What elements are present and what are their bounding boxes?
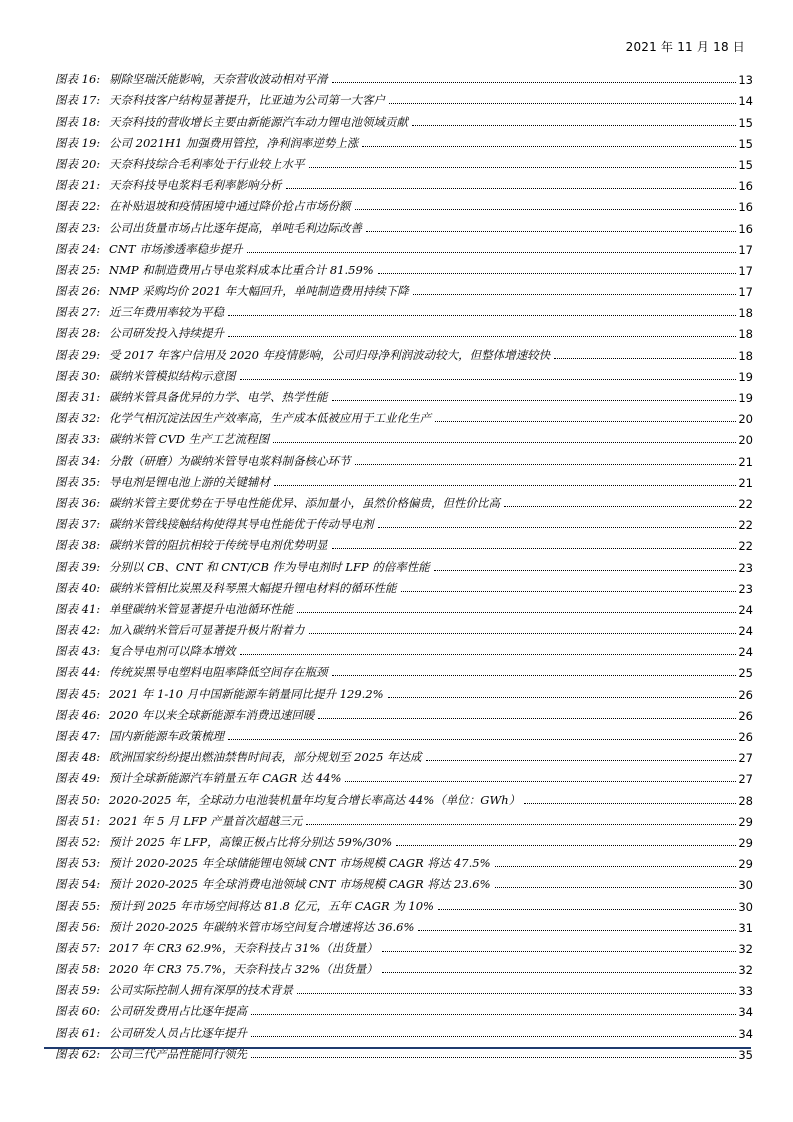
toc-entry[interactable] bbox=[55, 956, 753, 977]
toc-dot-leader bbox=[401, 591, 737, 592]
toc-entry-label: 图表 49: bbox=[55, 771, 101, 786]
toc-dot-leader bbox=[382, 951, 737, 952]
toc-entry-label: 图表 29: bbox=[55, 347, 101, 362]
toc-entry-label: 图表 57: bbox=[55, 940, 101, 955]
toc-entry-label: 图表 43: bbox=[55, 644, 101, 659]
toc-entry-label: 图表 25: bbox=[55, 262, 101, 277]
toc-entry-page: 15 bbox=[738, 115, 753, 130]
toc-entry-label: 图表 38: bbox=[55, 538, 101, 553]
toc-entry[interactable] bbox=[55, 236, 753, 257]
toc-dot-leader bbox=[274, 485, 736, 486]
toc-entry-label: 图表 62: bbox=[55, 1046, 101, 1061]
toc-dot-leader bbox=[332, 82, 737, 83]
toc-entry-page: 27 bbox=[738, 751, 753, 766]
toc-entry[interactable] bbox=[55, 659, 753, 680]
toc-entry-page: 20 bbox=[738, 412, 753, 427]
toc-entry-label: 图表 17: bbox=[55, 93, 101, 108]
toc-entry-page: 22 bbox=[738, 518, 753, 533]
toc-entry[interactable] bbox=[55, 786, 753, 807]
toc-entry-title: 2020 年 CR3 75.7%，天奈科技占 32%（出货量） bbox=[109, 962, 378, 977]
toc-entry-title: CNT 市场渗透率稳步提升 bbox=[109, 241, 243, 256]
toc-entry[interactable] bbox=[55, 617, 753, 638]
toc-entry-title: 预计到 2025 年市场空间将达 81.8 亿元，五年 CAGR 为 10% bbox=[109, 898, 434, 913]
toc-entry-page: 14 bbox=[738, 94, 753, 109]
toc-entry-label: 图表 42: bbox=[55, 623, 101, 638]
toc-dot-leader bbox=[366, 231, 736, 232]
toc-entry-label: 图表 28: bbox=[55, 326, 101, 341]
toc-entry-page: 30 bbox=[738, 899, 753, 914]
toc-entry[interactable] bbox=[55, 596, 753, 617]
toc-entry-title: 碳纳米管的阻抗相较于传统导电剂优势明显 bbox=[109, 538, 328, 553]
toc-dot-leader bbox=[382, 972, 737, 973]
toc-entry-page: 27 bbox=[738, 772, 753, 787]
toc-entry[interactable] bbox=[55, 638, 753, 659]
toc-entry-label: 图表 52: bbox=[55, 834, 101, 849]
toc-entry-page: 17 bbox=[738, 263, 753, 278]
toc-entry[interactable] bbox=[55, 384, 753, 405]
toc-entry-label: 图表 27: bbox=[55, 305, 101, 320]
toc-dot-leader bbox=[426, 760, 737, 761]
toc-dot-leader bbox=[504, 506, 736, 507]
toc-entry-title: 2017 年 CR3 62.9%，天奈科技占 31%（出货量） bbox=[109, 940, 378, 955]
toc-entry[interactable] bbox=[55, 257, 753, 278]
toc-dot-leader bbox=[435, 421, 736, 422]
toc-entry-page: 21 bbox=[738, 454, 753, 469]
toc-entry-title: 预计 2020-2025 年碳纳米管市场空间复合增速将达 36.6% bbox=[109, 919, 415, 934]
toc-entry[interactable] bbox=[55, 172, 753, 193]
toc-entry[interactable] bbox=[55, 702, 753, 723]
toc-entry[interactable] bbox=[55, 130, 753, 151]
toc-entry[interactable] bbox=[55, 1041, 753, 1062]
toc-dot-leader bbox=[309, 633, 737, 634]
toc-entry[interactable] bbox=[55, 532, 753, 553]
toc-entry[interactable] bbox=[55, 575, 753, 596]
toc-entry[interactable] bbox=[55, 193, 753, 214]
toc-entry[interactable] bbox=[55, 299, 753, 320]
toc-dot-leader bbox=[554, 358, 736, 359]
toc-entry[interactable] bbox=[55, 363, 753, 384]
toc-entry-label: 图表 16: bbox=[55, 72, 101, 87]
toc-entry-title: NMP 和制造费用占导电浆料成本比重合计 81.59% bbox=[109, 262, 374, 277]
toc-entry-page: 18 bbox=[738, 348, 753, 363]
toc-entry-page: 29 bbox=[738, 814, 753, 829]
toc-entry-title: 在补贴退坡和疫情困境中通过降价抢占市场份额 bbox=[109, 199, 351, 214]
toc-entry-label: 图表 60: bbox=[55, 1004, 101, 1019]
toc-entry-page: 23 bbox=[738, 560, 753, 575]
toc-entry-label: 图表 31: bbox=[55, 390, 101, 404]
toc-entry-label: 图表 22: bbox=[55, 199, 101, 214]
toc-dot-leader bbox=[251, 1057, 736, 1058]
toc-entry-title: 预计 2020-2025 年全球储能锂电领域 CNT 市场规模 CAGR 将达 47.5% bbox=[109, 856, 491, 871]
toc-entry-label: 图表 37: bbox=[55, 517, 101, 532]
toc-entry-label: 图表 20: bbox=[55, 156, 101, 171]
toc-entry-page: 15 bbox=[738, 136, 753, 151]
toc-entry[interactable] bbox=[55, 108, 753, 129]
toc-entry-page: 33 bbox=[738, 984, 753, 999]
toc-dot-leader bbox=[434, 570, 737, 571]
toc-entry[interactable] bbox=[55, 341, 753, 362]
toc-dot-leader bbox=[378, 527, 737, 528]
toc-entry-title: 受 2017 年客户信用及 2020 年疫情影响，公司归母净利润波动较大，但整体增速较快 bbox=[109, 347, 551, 362]
toc-entry-title: 公司研发投入持续提升 bbox=[109, 326, 224, 341]
toc-entry[interactable] bbox=[55, 66, 753, 87]
toc-entry-page: 18 bbox=[738, 306, 753, 321]
toc-entry-title: 天奈科技的营收增长主要由新能源汽车动力锂电池领域贡献 bbox=[109, 114, 408, 129]
toc-entry[interactable] bbox=[55, 214, 753, 235]
toc-dot-leader bbox=[495, 887, 737, 888]
toc-entry-label: 图表 23: bbox=[55, 220, 101, 235]
toc-entry-title: 碳纳米管具备优异的力学、电学、热学性能 bbox=[109, 390, 328, 404]
toc-entry-page: 24 bbox=[738, 645, 753, 660]
toc-entry-label: 图表 48: bbox=[55, 750, 101, 765]
toc-entry-title: 天奈科技客户结构显著提升，比亚迪为公司第一大客户 bbox=[109, 93, 385, 108]
toc-entry-page: 21 bbox=[738, 475, 753, 490]
toc-dot-leader bbox=[524, 803, 736, 804]
toc-entry-page: 16 bbox=[738, 179, 753, 194]
toc-entry[interactable] bbox=[55, 871, 753, 892]
toc-entry-page: 24 bbox=[738, 602, 753, 617]
toc-entry-label: 图表 18: bbox=[55, 114, 101, 129]
report-date: 2021 年 11 月 18 日 bbox=[625, 40, 745, 54]
toc-dot-leader bbox=[286, 188, 737, 189]
toc-entry-page: 23 bbox=[738, 581, 753, 596]
toc-dot-leader bbox=[332, 400, 737, 401]
toc-entry-label: 图表 35: bbox=[55, 474, 101, 489]
toc-entry-title: 欧洲国家纷纷提出燃油禁售时间表，部分规划至 2025 年达成 bbox=[109, 750, 422, 765]
toc-dot-leader bbox=[388, 697, 737, 698]
toc-dot-leader bbox=[240, 379, 737, 380]
toc-entry-page: 32 bbox=[738, 941, 753, 956]
toc-entry-page: 26 bbox=[738, 708, 753, 723]
toc-dot-leader bbox=[332, 548, 737, 549]
toc-dot-leader bbox=[389, 103, 736, 104]
toc-entry[interactable] bbox=[55, 405, 753, 426]
toc-entry-page: 28 bbox=[738, 793, 753, 808]
toc-entry-title: 分别以 CB、CNT 和 CNT/CB 作为导电剂时 LFP 的倍率性能 bbox=[109, 559, 430, 574]
toc-entry-title: NMP 采购均价 2021 年大幅回升，单吨制造费用持续下降 bbox=[109, 284, 409, 299]
toc-entry-label: 图表 19: bbox=[55, 135, 101, 150]
toc-entry-label: 图表 40: bbox=[55, 580, 101, 595]
toc-entry-title: 碳纳米管模拟结构示意图 bbox=[109, 368, 236, 383]
toc-entry[interactable] bbox=[55, 723, 753, 744]
toc-entry[interactable] bbox=[55, 892, 753, 913]
table-of-figures bbox=[55, 66, 753, 1062]
toc-entry-page: 26 bbox=[738, 730, 753, 744]
toc-entry-label: 图表 32: bbox=[55, 411, 101, 426]
toc-entry-title: 碳纳米管线接触结构使得其导电性能优于传动导电剂 bbox=[109, 517, 374, 532]
toc-dot-leader bbox=[228, 336, 736, 337]
toc-entry-title: 传统炭黑导电塑料电阻率降低空间存在瓶颈 bbox=[109, 665, 328, 680]
toc-entry[interactable] bbox=[55, 87, 753, 108]
toc-dot-leader bbox=[495, 866, 737, 867]
toc-entry[interactable] bbox=[55, 511, 753, 532]
toc-entry-page: 34 bbox=[738, 1005, 753, 1020]
toc-dot-leader bbox=[355, 209, 737, 210]
toc-entry-title: 2021 年 5 月 LFP 产量首次超越三元 bbox=[109, 813, 303, 828]
toc-entry-label: 图表 39: bbox=[55, 559, 101, 574]
toc-entry-label: 图表 50: bbox=[55, 792, 101, 807]
toc-dot-leader bbox=[412, 125, 736, 126]
toc-entry-title: 公司研发人员占比逐年提升 bbox=[109, 1025, 247, 1040]
toc-entry-page: 16 bbox=[738, 221, 753, 236]
toc-entry-title: 碳纳米管相比炭黑及科琴黑大幅提升锂电材料的循环性能 bbox=[109, 580, 397, 595]
toc-entry-label: 图表 46: bbox=[55, 707, 101, 722]
toc-entry[interactable] bbox=[55, 977, 753, 998]
toc-entry-label: 图表 56: bbox=[55, 919, 101, 934]
toc-entry[interactable] bbox=[55, 490, 753, 511]
toc-entry-page: 30 bbox=[738, 878, 753, 893]
toc-dot-leader bbox=[332, 675, 737, 676]
toc-entry-label: 图表 61: bbox=[55, 1025, 101, 1040]
toc-dot-leader bbox=[438, 909, 736, 910]
toc-entry-title: 2020-2025 年，全球动力电池装机量年均复合增长率高达 44%（单位：GWh） bbox=[109, 792, 521, 807]
toc-entry-label: 图表 41: bbox=[55, 601, 101, 616]
toc-entry-title: 导电剂是锂电池上游的关键辅材 bbox=[109, 474, 270, 489]
toc-entry-label: 图表 45: bbox=[55, 686, 101, 701]
toc-dot-leader bbox=[228, 315, 736, 316]
footer-divider bbox=[44, 1047, 751, 1049]
toc-entry[interactable] bbox=[55, 850, 753, 871]
toc-entry[interactable] bbox=[55, 1019, 753, 1040]
toc-entry-title: 加入碳纳米管后可显著提升极片附着力 bbox=[109, 623, 305, 638]
toc-entry-page: 20 bbox=[738, 433, 753, 448]
toc-dot-leader bbox=[306, 824, 736, 825]
toc-entry-title: 预计 2020-2025 年全球消费电池领域 CNT 市场规模 CAGR 将达 23.6% bbox=[109, 877, 491, 892]
toc-entry-page: 26 bbox=[738, 687, 753, 702]
toc-entry[interactable] bbox=[55, 935, 753, 956]
toc-dot-leader bbox=[355, 464, 737, 465]
toc-entry-page: 24 bbox=[738, 624, 753, 639]
toc-entry-title: 碳纳米管主要优势在于导电性能优异、添加量小，虽然价格偏贵，但性价比高 bbox=[109, 495, 500, 510]
toc-dot-leader bbox=[378, 273, 737, 274]
toc-entry-page: 32 bbox=[738, 963, 753, 978]
toc-entry-page: 25 bbox=[738, 666, 753, 681]
toc-entry-title: 近三年费用率较为平稳 bbox=[109, 305, 224, 320]
toc-entry[interactable] bbox=[55, 278, 753, 299]
toc-dot-leader bbox=[413, 294, 737, 295]
toc-entry-label: 图表 54: bbox=[55, 877, 101, 892]
toc-dot-leader bbox=[240, 654, 737, 655]
toc-dot-leader bbox=[362, 146, 736, 147]
toc-entry-title: 公司三代产品性能同行领先 bbox=[109, 1046, 247, 1061]
toc-entry-label: 图表 55: bbox=[55, 898, 101, 913]
toc-entry-title: 碳纳米管 CVD 生产工艺流程图 bbox=[109, 432, 270, 447]
toc-entry-label: 图表 53: bbox=[55, 856, 101, 871]
toc-entry-label: 图表 34: bbox=[55, 453, 101, 468]
toc-entry-title: 分散（研磨）为碳纳米管导电浆料制备核心环节 bbox=[109, 453, 351, 468]
toc-entry-title: 公司实际控制人拥有深厚的技术背景 bbox=[109, 983, 293, 998]
toc-entry-page: 17 bbox=[738, 242, 753, 257]
toc-entry-page: 16 bbox=[738, 200, 753, 215]
toc-entry-title: 国内新能源车政策梳理 bbox=[109, 729, 224, 743]
toc-entry[interactable] bbox=[55, 680, 753, 701]
toc-entry-label: 图表 59: bbox=[55, 983, 101, 998]
toc-dot-leader bbox=[297, 993, 736, 994]
toc-entry-page: 15 bbox=[738, 157, 753, 172]
toc-entry-title: 公司出货量市场占比逐年提高，单吨毛利边际改善 bbox=[109, 220, 362, 235]
toc-dot-leader bbox=[247, 252, 737, 253]
toc-entry[interactable] bbox=[55, 998, 753, 1019]
toc-entry-title: 2020 年以来全球新能源车消费迅速回暖 bbox=[109, 707, 315, 722]
toc-entry-title: 预计 2025 年 LFP，高镍正极占比将分别达 59%/30% bbox=[109, 834, 393, 849]
toc-entry-title: 天奈科技导电浆料毛利率影响分析 bbox=[109, 178, 282, 193]
toc-entry[interactable] bbox=[55, 426, 753, 447]
toc-entry-title: 公司研发费用占比逐年提高 bbox=[109, 1004, 247, 1019]
toc-entry-label: 图表 30: bbox=[55, 368, 101, 383]
toc-dot-leader bbox=[318, 718, 736, 719]
toc-entry-page: 31 bbox=[738, 920, 753, 935]
toc-entry[interactable] bbox=[55, 151, 753, 172]
toc-entry-label: 图表 21: bbox=[55, 178, 101, 193]
toc-entry-label: 图表 51: bbox=[55, 813, 101, 828]
toc-entry-title: 公司 2021H1 加强费用管控，净利润率逆势上涨 bbox=[109, 135, 359, 150]
toc-entry-label: 图表 33: bbox=[55, 432, 101, 447]
toc-entry[interactable] bbox=[55, 914, 753, 935]
toc-entry-label: 图表 36: bbox=[55, 495, 101, 510]
toc-entry-page: 35 bbox=[738, 1047, 753, 1062]
toc-entry-page: 22 bbox=[738, 539, 753, 554]
toc-dot-leader bbox=[273, 442, 736, 443]
toc-entry-page: 34 bbox=[738, 1026, 753, 1041]
toc-entry[interactable] bbox=[55, 553, 753, 574]
toc-entry[interactable] bbox=[55, 808, 753, 829]
toc-entry-label: 图表 44: bbox=[55, 665, 101, 680]
toc-entry-page: 29 bbox=[738, 857, 753, 872]
toc-entry[interactable] bbox=[55, 829, 753, 850]
toc-entry[interactable] bbox=[55, 320, 753, 341]
toc-entry-title: 2021 年 1-10 月中国新能源车销量同比提升 129.2% bbox=[109, 686, 384, 701]
toc-entry-label: 图表 26: bbox=[55, 284, 101, 299]
toc-dot-leader bbox=[396, 845, 736, 846]
toc-entry-label: 图表 47: bbox=[55, 729, 101, 743]
toc-entry-page: 19 bbox=[738, 391, 753, 405]
toc-entry-title: 剔除坚瑞沃能影响，天奈营收波动相对平滑 bbox=[109, 72, 328, 87]
toc-entry-page: 18 bbox=[738, 327, 753, 342]
toc-entry-title: 预计全球新能源汽车销量五年 CAGR 达 44% bbox=[109, 771, 342, 786]
toc-entry-page: 29 bbox=[738, 835, 753, 850]
toc-dot-leader bbox=[309, 167, 737, 168]
toc-entry-title: 化学气相沉淀法因生产效率高，生产成本低被应用于工业化生产 bbox=[109, 411, 431, 426]
toc-dot-leader bbox=[228, 739, 736, 740]
toc-entry-label: 图表 24: bbox=[55, 241, 101, 256]
toc-entry[interactable] bbox=[55, 765, 753, 786]
toc-dot-leader bbox=[345, 781, 736, 782]
toc-entry-page: 22 bbox=[738, 496, 753, 511]
toc-entry[interactable] bbox=[55, 469, 753, 490]
toc-dot-leader bbox=[297, 612, 736, 613]
toc-entry-page: 17 bbox=[738, 285, 753, 300]
toc-entry-title: 天奈科技综合毛利率处于行业较上水平 bbox=[109, 156, 305, 171]
toc-entry-page: 19 bbox=[738, 369, 753, 384]
toc-dot-leader bbox=[418, 930, 736, 931]
toc-entry[interactable] bbox=[55, 447, 753, 468]
toc-entry-title: 单壁碳纳米管显著提升电池循环性能 bbox=[109, 601, 293, 616]
toc-entry-label: 图表 58: bbox=[55, 962, 101, 977]
toc-entry-title: 复合导电剂可以降本增效 bbox=[109, 644, 236, 659]
toc-dot-leader bbox=[251, 1036, 736, 1037]
toc-dot-leader bbox=[251, 1014, 736, 1015]
toc-entry-page: 13 bbox=[738, 73, 753, 88]
toc-entry[interactable] bbox=[55, 744, 753, 765]
